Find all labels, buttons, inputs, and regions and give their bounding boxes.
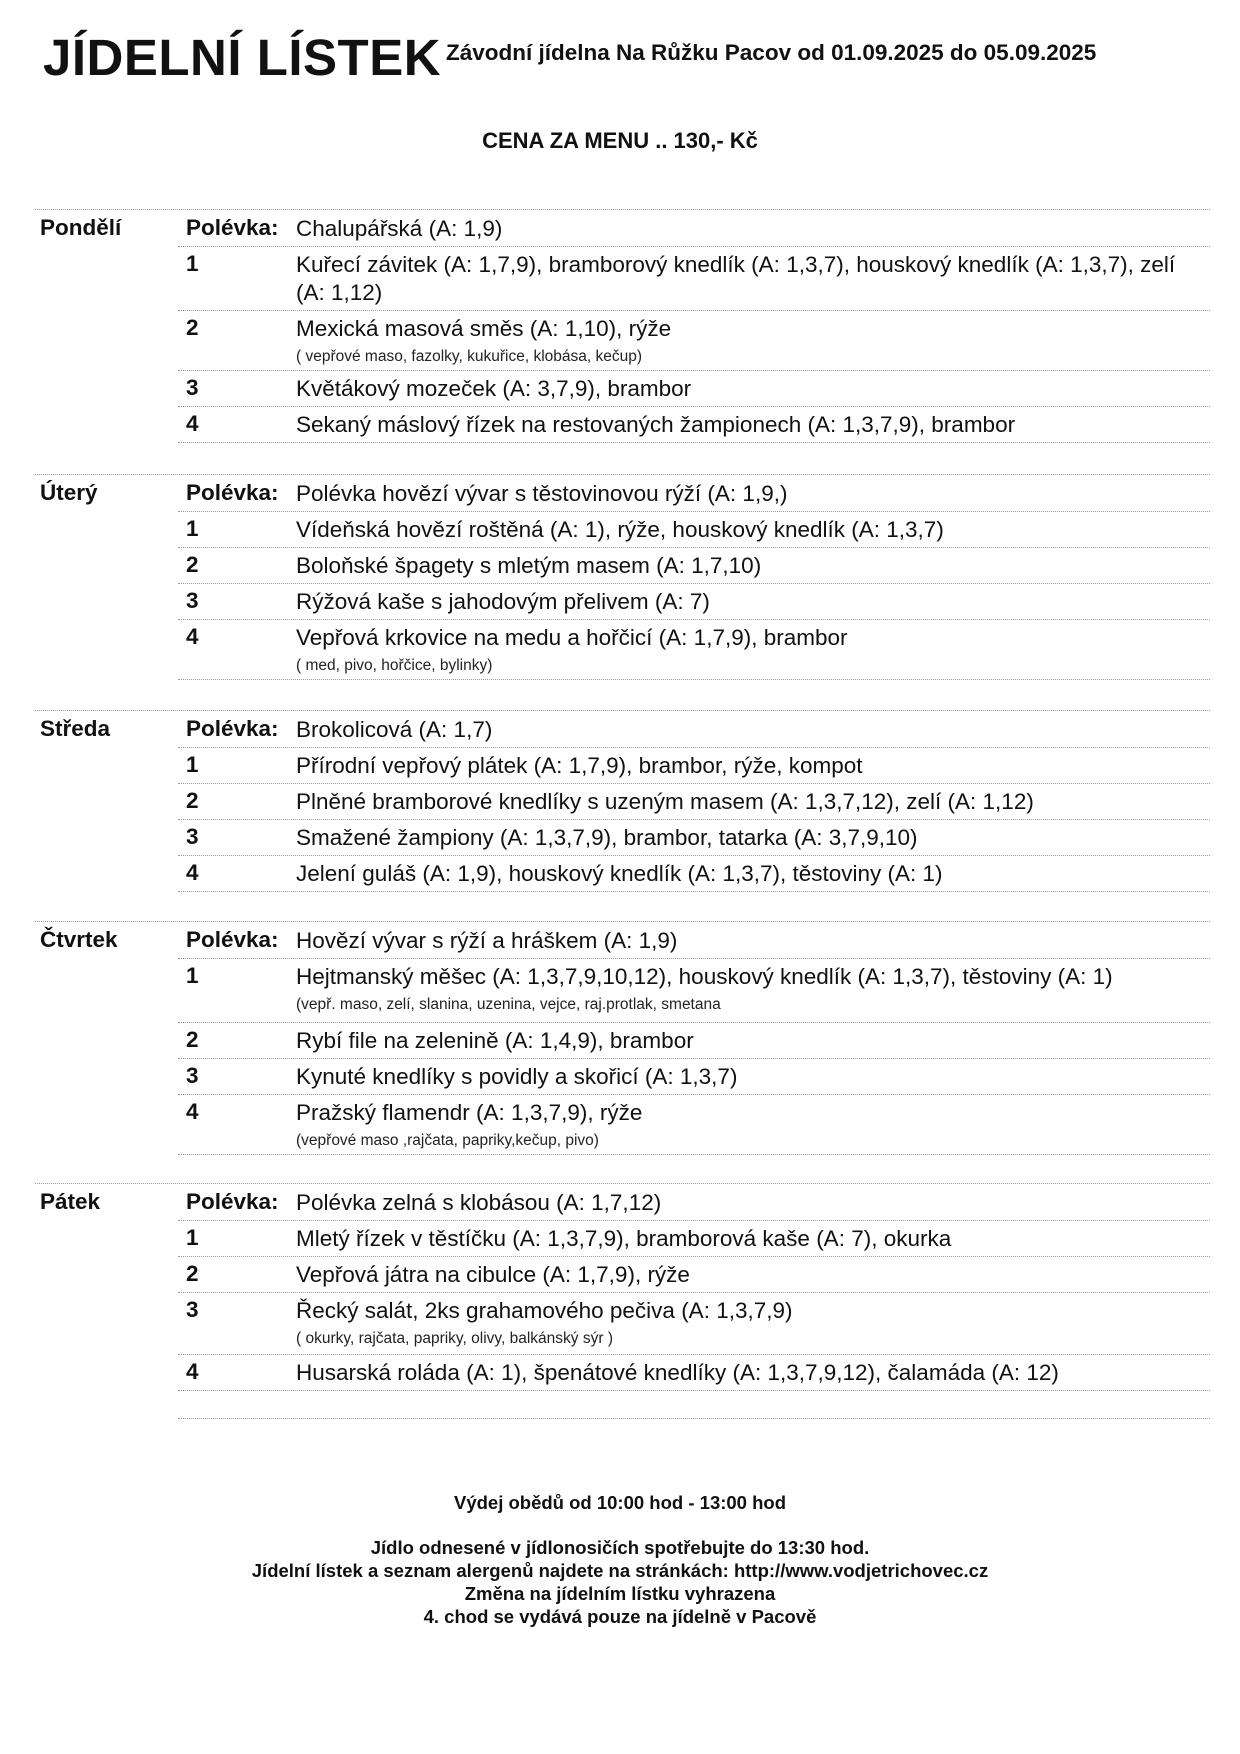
meal-description: Rýžová kaše s jahodovým přelivem (A: 7) [296, 589, 710, 614]
soup-name: Polévka zelná s klobásou (A: 1,7,12) [296, 1190, 662, 1215]
soup-row [178, 211, 1210, 247]
footer-fourth-course-note: 4. chod se vydává pouze na jídelně v Pacově [423, 1606, 817, 1627]
meal-ingredients-note: ( vepřové maso, fazolky, kukuřice, klobása, kečup) [296, 348, 643, 365]
meal-description: Pražský flamendr (A: 1,3,7,9), rýže [296, 1100, 643, 1125]
meal-description: Květákový mozeček (A: 3,7,9), brambor [296, 376, 692, 401]
meal-row [178, 1355, 1210, 1391]
meal-description: Kuřecí závitek (A: 1,7,9), bramborový knedlík (A: 1,3,7), houskový knedlík (A: 1,3,7), zelí (A: 1,12) [296, 252, 1176, 305]
row-separator [178, 891, 1210, 892]
soup-row [178, 712, 1210, 748]
meal-number: 3 [186, 824, 199, 849]
soup-label: Polévka: [186, 927, 279, 952]
meal-number: 4 [186, 1099, 199, 1124]
meal-number: 4 [186, 411, 199, 436]
canteen-subtitle: Závodní jídelna Na Růžku Pacov od 01.09.2025 do 05.09.2025 [446, 40, 1097, 65]
footer-change-note: Změna na jídelním lístku vyhrazena [464, 1583, 776, 1604]
meal-number: 4 [186, 1359, 199, 1384]
meal-row [178, 512, 1210, 548]
day-name: Pondělí [40, 215, 122, 240]
meal-row [178, 620, 1210, 680]
meal-description: Přírodní vepřový plátek (A: 1,7,9), brambor, rýže, kompot [296, 753, 863, 778]
meal-number: 2 [186, 315, 199, 340]
meal-description: Mletý řízek v těstíčku (A: 1,3,7,9), bramborová kaše (A: 7), okurka [296, 1226, 952, 1251]
meal-number: 2 [186, 1261, 199, 1286]
meal-row [178, 1059, 1210, 1095]
meal-description: Smažené žampiony (A: 1,3,7,9), brambor, tatarka (A: 3,7,9,10) [296, 825, 918, 850]
meal-row [178, 247, 1210, 311]
meal-row [178, 584, 1210, 620]
soup-label: Polévka: [186, 716, 279, 741]
meal-row [178, 748, 1210, 784]
meal-row [178, 820, 1210, 856]
meal-row [178, 784, 1210, 820]
day-separator [35, 474, 1210, 475]
meal-number: 1 [186, 251, 199, 276]
soup-label: Polévka: [186, 1189, 279, 1214]
meal-description: Jelení guláš (A: 1,9), houskový knedlík (A: 1,3,7), těstoviny (A: 1) [296, 861, 943, 886]
meal-description: Hejtmanský měšec (A: 1,3,7,9,10,12), houskový knedlík (A: 1,3,7), těstoviny (A: 1) [296, 964, 1113, 989]
row-separator [178, 1418, 1210, 1419]
soup-row [178, 476, 1210, 512]
soup-row [178, 1185, 1210, 1221]
day-name: Pátek [40, 1189, 101, 1214]
row-separator [178, 1154, 1210, 1155]
footer-takeaway-note: Jídlo odnesené v jídlonosičích spotřebujte do 13:30 hod. [370, 1537, 870, 1558]
meal-description: Řecký salát, 2ks grahamového pečiva (A: 1,3,7,9) [296, 1298, 793, 1323]
day-separator [35, 921, 1210, 922]
meal-ingredients-note: (vepřové maso ,rajčata, papriky,kečup, pivo) [296, 1132, 599, 1149]
meal-number: 3 [186, 1297, 199, 1322]
meal-number: 1 [186, 963, 199, 988]
row-separator [178, 442, 1210, 443]
day-name: Čtvrtek [40, 927, 118, 952]
day-name: Úterý [40, 480, 98, 505]
meal-description: Kynuté knedlíky s povidly a skořicí (A: 1,3,7) [296, 1064, 738, 1089]
meal-row [178, 371, 1210, 407]
meal-number: 1 [186, 516, 199, 541]
footer-serving-hours: Výdej obědů od 10:00 hod - 13:00 hod [453, 1492, 787, 1513]
meal-description: Vepřová krkovice na medu a hořčicí (A: 1,7,9), brambor [296, 625, 848, 650]
meal-ingredients-note: (vepř. maso, zelí, slanina, uzenina, vejce, raj.protlak, smetana [296, 996, 721, 1013]
meal-number: 1 [186, 1225, 199, 1250]
meal-number: 4 [186, 624, 199, 649]
meal-number: 1 [186, 752, 199, 777]
row-separator [178, 679, 1210, 680]
meal-number: 3 [186, 1063, 199, 1088]
meal-row [178, 959, 1210, 1023]
day-separator [35, 710, 1210, 711]
meal-description: Vepřová játra na cibulce (A: 1,7,9), rýže [296, 1262, 690, 1287]
soup-label: Polévka: [186, 215, 279, 240]
meal-description: Husarská roláda (A: 1), špenátové knedlíky (A: 1,3,7,9,12), čalamáda (A: 12) [296, 1360, 1059, 1385]
footer-website-note: Jídelní lístek a seznam alergenů najdete na stránkách: http://www.vodjetrichovec.cz [251, 1560, 989, 1581]
meal-row [178, 1095, 1210, 1155]
meal-number: 2 [186, 552, 199, 577]
day-separator [35, 1183, 1210, 1184]
meal-number: 3 [186, 588, 199, 613]
meal-number: 2 [186, 1027, 199, 1052]
meal-row [178, 856, 1210, 892]
meal-row [178, 548, 1210, 584]
day-name: Středa [40, 716, 111, 741]
day-separator [35, 209, 1210, 210]
meal-row [178, 1023, 1210, 1059]
meal-row [178, 311, 1210, 371]
page-title: JÍDELNÍ LÍSTEK [43, 29, 442, 86]
meal-row [178, 407, 1210, 443]
meal-description: Boloňské špagety s mletým masem (A: 1,7,10) [296, 553, 762, 578]
soup-name: Polévka hovězí vývar s těstovinovou rýží (A: 1,9,) [296, 481, 788, 506]
meal-number: 2 [186, 788, 199, 813]
meal-row [178, 1293, 1210, 1355]
meal-ingredients-note: ( okurky, rajčata, papriky, olivy, balkánský sýr ) [296, 1330, 613, 1347]
soup-name: Hovězí vývar s rýží a hráškem (A: 1,9) [296, 928, 678, 953]
meal-number: 4 [186, 860, 199, 885]
menu-price: CENA ZA MENU .. 130,- Kč [482, 128, 758, 153]
meal-number: 3 [186, 375, 199, 400]
soup-name: Chalupářská (A: 1,9) [296, 216, 503, 241]
meal-ingredients-note: ( med, pivo, hořčice, bylinky) [296, 657, 493, 674]
soup-name: Brokolicová (A: 1,7) [296, 717, 493, 742]
meal-row [178, 1221, 1210, 1257]
soup-row [178, 923, 1210, 959]
meal-description: Mexická masová směs (A: 1,10), rýže [296, 316, 672, 341]
meal-row [178, 1257, 1210, 1293]
meal-description: Vídeňská hovězí roštěná (A: 1), rýže, houskový knedlík (A: 1,3,7) [296, 517, 944, 542]
soup-label: Polévka: [186, 480, 279, 505]
meal-description: Rybí file na zelenině (A: 1,4,9), brambor [296, 1028, 694, 1053]
meal-description: Plněné bramborové knedlíky s uzeným masem (A: 1,3,7,12), zelí (A: 1,12) [296, 789, 1034, 814]
meal-description: Sekaný máslový řízek na restovaných žampionech (A: 1,3,7,9), brambor [296, 412, 1016, 437]
row-separator [178, 1390, 1210, 1391]
